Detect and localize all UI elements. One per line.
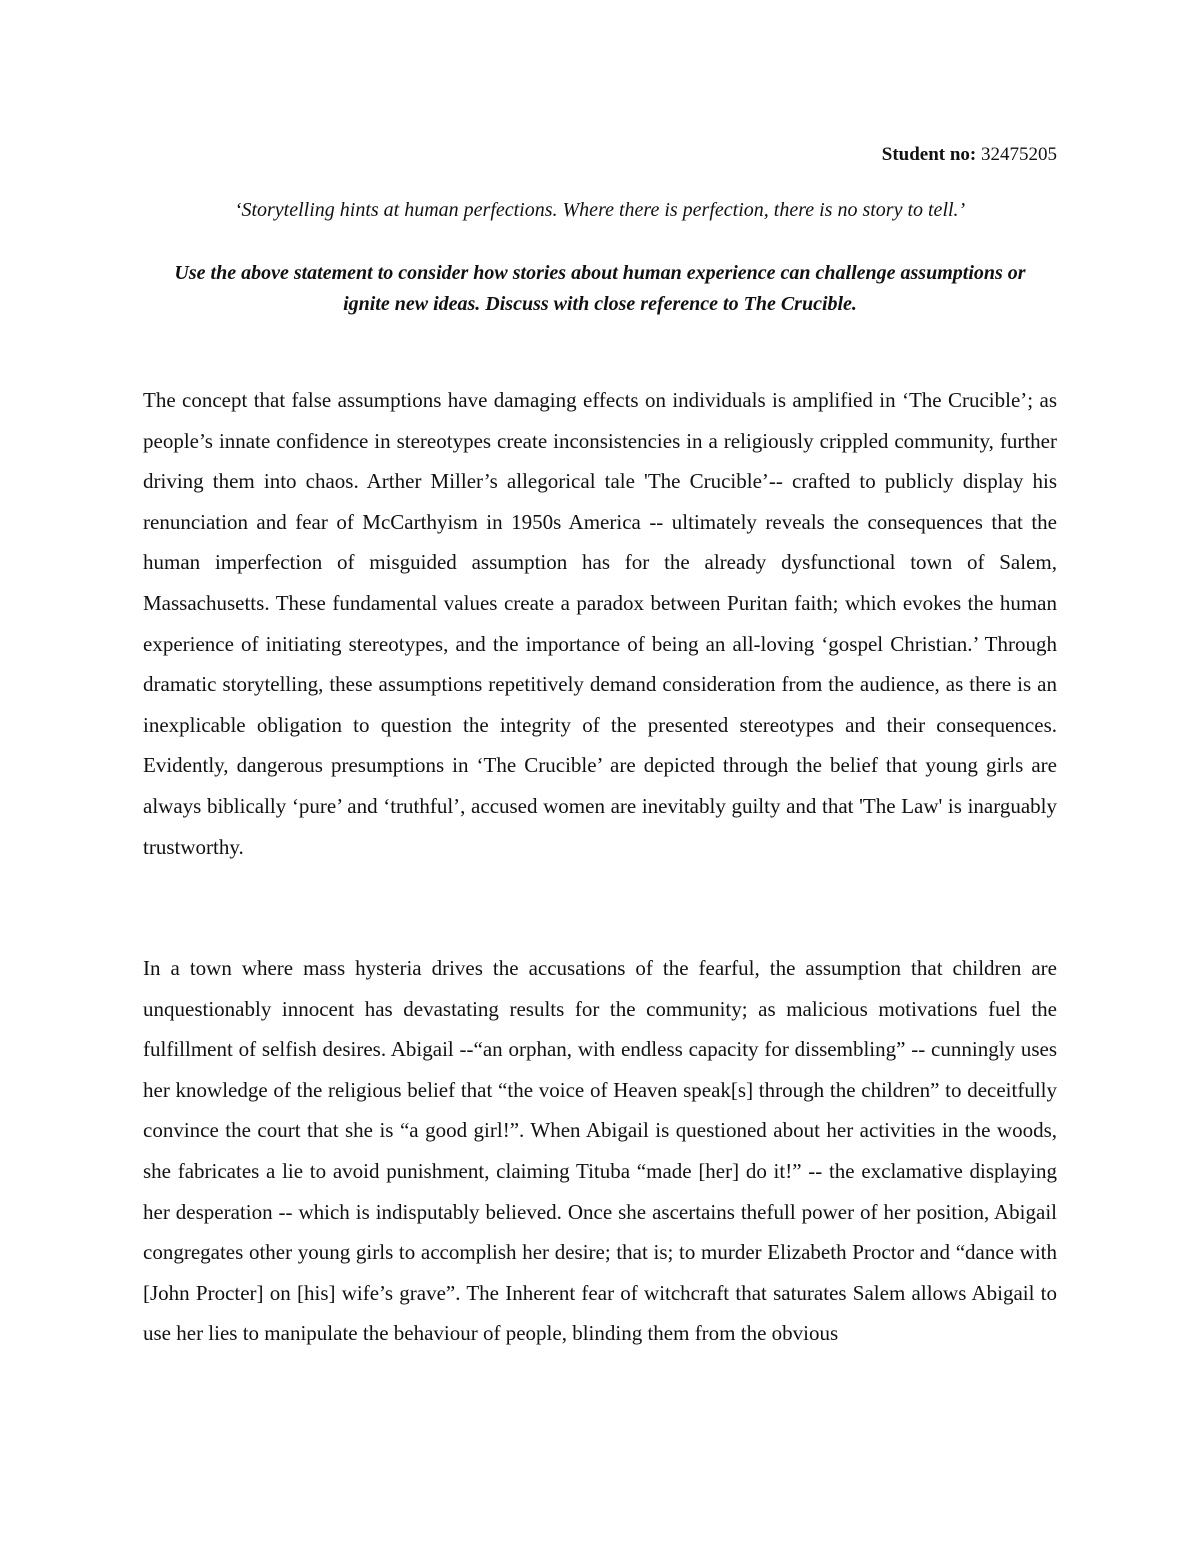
student-number-line: [882, 142, 1057, 168]
student-number-value: 32475205: [981, 144, 1057, 165]
essay-quote: ‘Storytelling hints at human perfections. Where there is perfection, there is no story to tell.’: [234, 199, 966, 221]
body-paragraph-1: The concept that false assumptions have damaging effects on individuals is amplified in ‘The Crucible’; as people’s innate confidence in stereotypes create inconsistencies in a religiously crippled community, further driving them into chaos. Arther Miller’s allegorical tale 'The Crucible’-- crafted to publicly display his renunciation and fear of McCarthyism in 1950s America -- ultimately reveals the consequences that the human imperfection of misguided assumption has for the already dysfunctional town of Salem, Massachusetts. These fundamental values create a paradox between Puritan faith; which evokes the human experience of initiating stereotypes, and the importance of being an all-loving ‘gospel Christian.’ Through dramatic storytelling, these assumptions repetitively demand consideration from the audience, as there is an inexplicable obligation to question the integrity of the presented stereotypes and their consequences. Evidently, dangerous presumptions in ‘The Crucible’ are depicted through the belief that young girls are always biblically ‘pure’ and ‘truthful’, accused women are inevitably guilty and that 'The Law' is inarguably trustworthy.: [143, 388, 1057, 859]
student-number-label: Student no:: [881, 144, 977, 165]
essay-question: Use the above statement to consider how stories about human experience can challenge assumptions or ignite new ideas. Discuss with close reference to The Crucible.: [174, 262, 1026, 315]
body-paragraph-2: In a town where mass hysteria drives the accusations of the fearful, the assumption that children are unquestionably innocent has devastating results for the community; as malicious motivations fuel the fulfillment of selfish desires. Abigail --“an orphan, with endless capacity for dissembling” -- cunningly uses her knowledge of the religious belief that “the voice of Heaven speak[s] through the children” to deceitfully convince the court that she is “a good girl!”. When Abigail is questioned about her activities in the woods, she fabricates a lie to avoid punishment, claiming Tituba “made [her] do it!” -- the exclamative displaying her desperation -- which is indisputably believed. Once she ascertains thefull power of her position, Abigail congregates other young girls to accomplish her desire; that is; to murder Elizabeth Proctor and “dance with [John Procter] on [his] wife’s grave”. The Inherent fear of witchcraft that saturates Salem allows Abigail to use her lies to manipulate the behaviour of people, blinding them from the obvious: [143, 956, 1057, 1346]
